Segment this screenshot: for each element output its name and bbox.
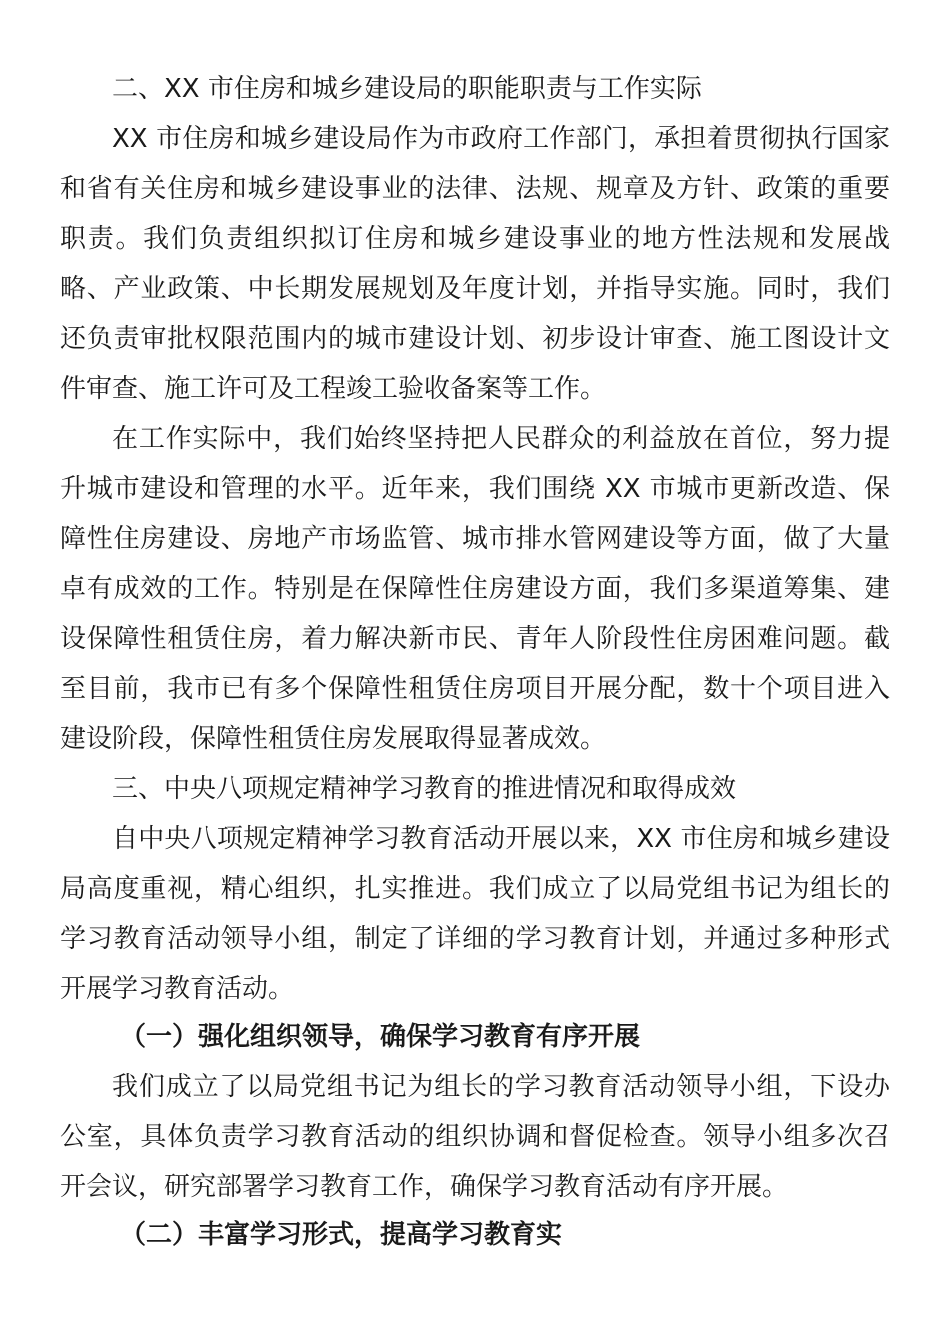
subsection-1-heading: （一）强化组织领导，确保学习教育有序开展: [120, 1022, 641, 1052]
subsection-1-paragraph: 我们成立了以局党组书记为组长的学习教育活动领导小组，下设办公室，具体负责学习教育活动的组织协调和督促检查。领导小组多次召开会议，研究部署学习教育工作，确保学习教育活动有序开展。: [60, 1072, 890, 1202]
section-2-paragraph-2: 在工作实际中，我们始终坚持把人民群众的利益放在首位，努力提升城市建设和管理的水平。近年来，我们围绕 XX 市城市更新改造、保障性住房建设、房地产市场监管、城市排水管网建设等方面，做了大量卓有成效的工作。特别是在保障性住房建设方面，我们多渠道筹集、建设保障性租赁住房，着力解决新市民、青年人阶段性住房困难问题。截至目前，我市已有多个保障性租赁住房项目开展分配，数十个项目进入建设阶段，保障性租赁住房发展取得显著成效。: [60, 424, 890, 754]
subsection-2-heading: （二）丰富学习形式，提高学习教育实: [120, 1220, 563, 1250]
section-3-paragraph-1: 自中央八项规定精神学习教育活动开展以来，XX 市住房和城乡建设局高度重视，精心组织，扎实推进。我们成立了以局党组书记为组长的学习教育活动领导小组，制定了详细的学习教育计划，并通过多种形式开展学习教育活动。: [60, 824, 890, 1004]
section-2-paragraph-1: XX 市住房和城乡建设局作为市政府工作部门，承担着贯彻执行国家和省有关住房和城乡建设事业的法律、法规、规章及方针、政策的重要职责。我们负责组织拟订住房和城乡建设事业的地方性法规和发展战略、产业政策、中长期发展规划及年度计划，并指导实施。同时，我们还负责审批权限范围内的城市建设计划、初步设计审查、施工图设计文件审查、施工许可及工程竣工验收备案等工作。: [60, 124, 890, 404]
section-2-heading: 二、XX 市住房和城乡建设局的职能职责与工作实际: [112, 74, 702, 104]
section-3-heading: 三、中央八项规定精神学习教育的推进情况和取得成效: [112, 774, 737, 804]
